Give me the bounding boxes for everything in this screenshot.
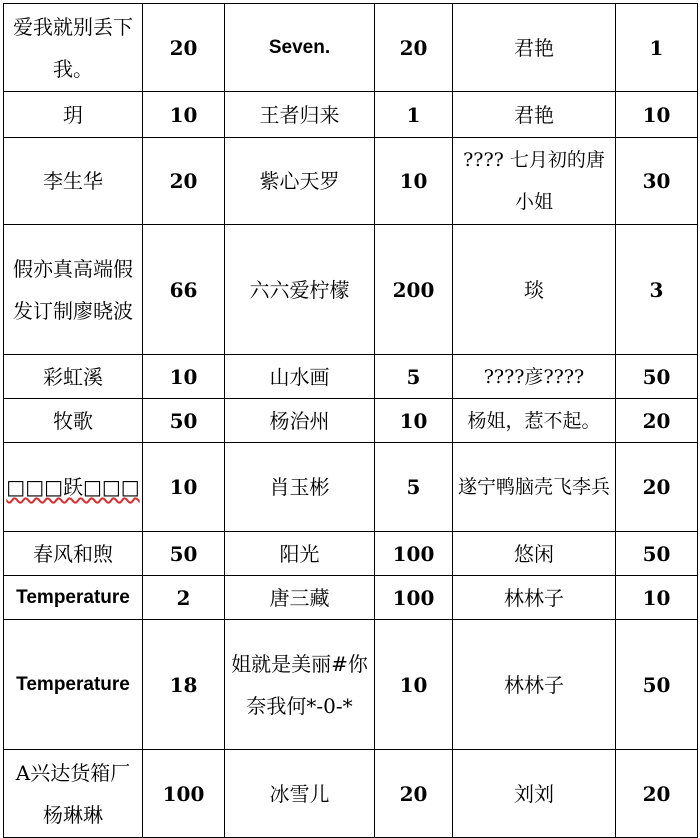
amount-cell: 66 bbox=[143, 225, 225, 355]
donor-name-cell: 林林子 bbox=[453, 620, 616, 750]
donor-name-cell: 杨治州 bbox=[225, 399, 375, 443]
table-row bbox=[4, 4, 698, 92]
table-row bbox=[4, 750, 698, 838]
donor-name-cell: □□□跃□□□ bbox=[4, 443, 143, 532]
amount-cell: 30 bbox=[616, 138, 698, 225]
amount-cell: 3 bbox=[616, 225, 698, 355]
donor-name-cell: 肖玉彬 bbox=[225, 443, 375, 532]
amount-cell: 10 bbox=[616, 92, 698, 138]
amount-cell: 10 bbox=[375, 399, 453, 443]
donor-name-cell: 姐就是美丽#你奈我何*-0-* bbox=[225, 620, 375, 750]
amount-cell: 18 bbox=[143, 620, 225, 750]
amount-cell: 50 bbox=[143, 532, 225, 576]
table-row bbox=[4, 225, 698, 355]
amount-cell: 20 bbox=[616, 750, 698, 838]
donor-name-cell: Seven. bbox=[225, 4, 375, 92]
amount-cell: 100 bbox=[143, 750, 225, 838]
amount-cell: 5 bbox=[375, 355, 453, 399]
donor-name-cell: 彩虹溪 bbox=[4, 355, 143, 399]
amount-cell: 50 bbox=[616, 620, 698, 750]
donor-name-cell: 王者归来 bbox=[225, 92, 375, 138]
amount-cell: 2 bbox=[143, 576, 225, 620]
amount-cell: 10 bbox=[143, 355, 225, 399]
amount-cell: 10 bbox=[143, 443, 225, 532]
donor-name-cell: 琰 bbox=[453, 225, 616, 355]
amount-cell: 20 bbox=[143, 138, 225, 225]
donor-name-cell: 爱我就别丢下我。 bbox=[4, 4, 143, 92]
amount-cell: 50 bbox=[616, 355, 698, 399]
donor-name-cell: 悠闲 bbox=[453, 532, 616, 576]
amount-cell: 5 bbox=[375, 443, 453, 532]
amount-cell: 50 bbox=[143, 399, 225, 443]
donor-name-cell: 李生华 bbox=[4, 138, 143, 225]
donor-name-cell: 春风和煦 bbox=[4, 532, 143, 576]
donor-name-cell: A兴达货箱厂杨琳琳 bbox=[4, 750, 143, 838]
table-row bbox=[4, 399, 698, 443]
donor-name-cell: 紫心天罗 bbox=[225, 138, 375, 225]
table-row bbox=[4, 92, 698, 138]
donor-name-cell: 林林子 bbox=[453, 576, 616, 620]
donor-name-cell: Temperature bbox=[4, 576, 143, 620]
table-row bbox=[4, 532, 698, 576]
donor-name-cell: 刘刘 bbox=[453, 750, 616, 838]
amount-cell: 10 bbox=[375, 620, 453, 750]
amount-cell: 10 bbox=[616, 576, 698, 620]
amount-cell: 20 bbox=[616, 443, 698, 532]
donor-name-cell: 君艳 bbox=[453, 4, 616, 92]
amount-cell: 10 bbox=[143, 92, 225, 138]
donor-name-cell: 唐三藏 bbox=[225, 576, 375, 620]
donor-name-cell: 山水画 bbox=[225, 355, 375, 399]
amount-cell: 100 bbox=[375, 576, 453, 620]
donor-name-cell: ???? 七月初的唐小姐 bbox=[453, 138, 616, 225]
amount-cell: 100 bbox=[375, 532, 453, 576]
donor-name-cell: 假亦真高端假发订制廖晓波 bbox=[4, 225, 143, 355]
donation-table bbox=[3, 3, 698, 838]
donor-name-cell: ????彦???? bbox=[453, 355, 616, 399]
donor-name-cell: 君艳 bbox=[453, 92, 616, 138]
donor-name-cell: 阳光 bbox=[225, 532, 375, 576]
amount-cell: 20 bbox=[375, 750, 453, 838]
table-row bbox=[4, 138, 698, 225]
amount-cell: 1 bbox=[616, 4, 698, 92]
table-row bbox=[4, 576, 698, 620]
amount-cell: 20 bbox=[143, 4, 225, 92]
donor-name-cell: 遂宁鸭脑壳飞李兵 bbox=[453, 443, 616, 532]
amount-cell: 20 bbox=[616, 399, 698, 443]
amount-cell: 20 bbox=[375, 4, 453, 92]
amount-cell: 10 bbox=[375, 138, 453, 225]
table-row bbox=[4, 443, 698, 532]
donor-name-cell: 冰雪儿 bbox=[225, 750, 375, 838]
donor-name-cell: 牧歌 bbox=[4, 399, 143, 443]
table-row bbox=[4, 620, 698, 750]
amount-cell: 50 bbox=[616, 532, 698, 576]
amount-cell: 1 bbox=[375, 92, 453, 138]
donor-name-cell: 六六爱柠檬 bbox=[225, 225, 375, 355]
donor-name-cell: 杨姐，惹不起。 bbox=[453, 399, 616, 443]
donor-name-cell: 玥 bbox=[4, 92, 143, 138]
table-row bbox=[4, 355, 698, 399]
donor-name-cell: Temperature bbox=[4, 620, 143, 750]
amount-cell: 200 bbox=[375, 225, 453, 355]
